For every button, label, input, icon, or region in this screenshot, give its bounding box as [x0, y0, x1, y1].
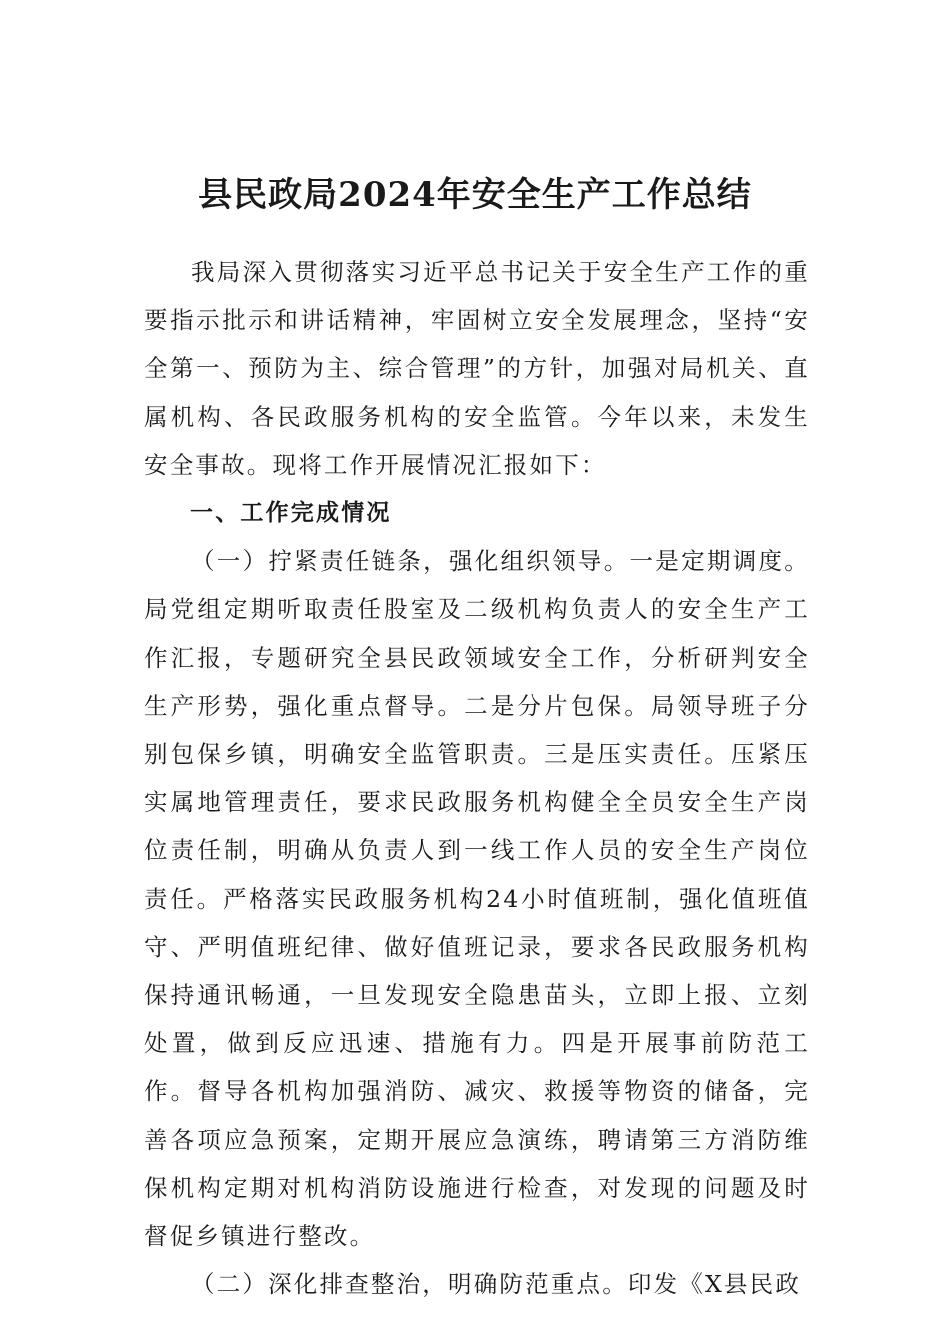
document-title: 县民政局2024年安全生产工作总结 [198, 175, 752, 215]
section-heading: 一、工作完成情况 [190, 500, 392, 527]
document-body [144, 248, 810, 1308]
section-item-1: （一）拧紧责任链条，强化组织领导。一是定期调度。局党组定期听取责任股室及二级机构负责人的安全生产工作汇报，专题研究全县民政领域安全工作，分析研判安全生产形势，强化重点督导。二是分片包保。局领导班子分别包保乡镇，明确安全监管职责。三是压实责任。压紧压实属地管理责任，要求民政服务机构健全全员安全生产岗位责任制，明确从负责人到一线工作人员的安全生产岗位责任。严格落实民政服务机构24小时值班制，强化值班值守、严明值班纪律、做好值班记录，要求各民政服务机构保持通讯畅通，一旦发现安全隐患苗头，立即上报、立刻处置，做到反应迅速、措施有力。四是开展事前防范工作。督导各机构加强消防、减灾、救援等物资的储备，完善各项应急预案，定期开展应急演练，聘请第三方消防维保机构定期对机构消防设施进行检查，对发现的问题及时督促乡镇进行整改。 [144, 547, 810, 1251]
intro-paragraph: 我局深入贯彻落实习近平总书记关于安全生产工作的重要指示批示和讲话精神，牢固树立安全发展理念，坚持“安全第一、预防为主、综合管理”的方针，加强对局机关、直属机构、各民政服务机构的安全监管。今年以来，未发生安全事故。现将工作开展情况汇报如下： [144, 258, 810, 479]
section-item-2: （二）深化排查整治，明确防范重点。印发《X县民政 [191, 1270, 802, 1299]
